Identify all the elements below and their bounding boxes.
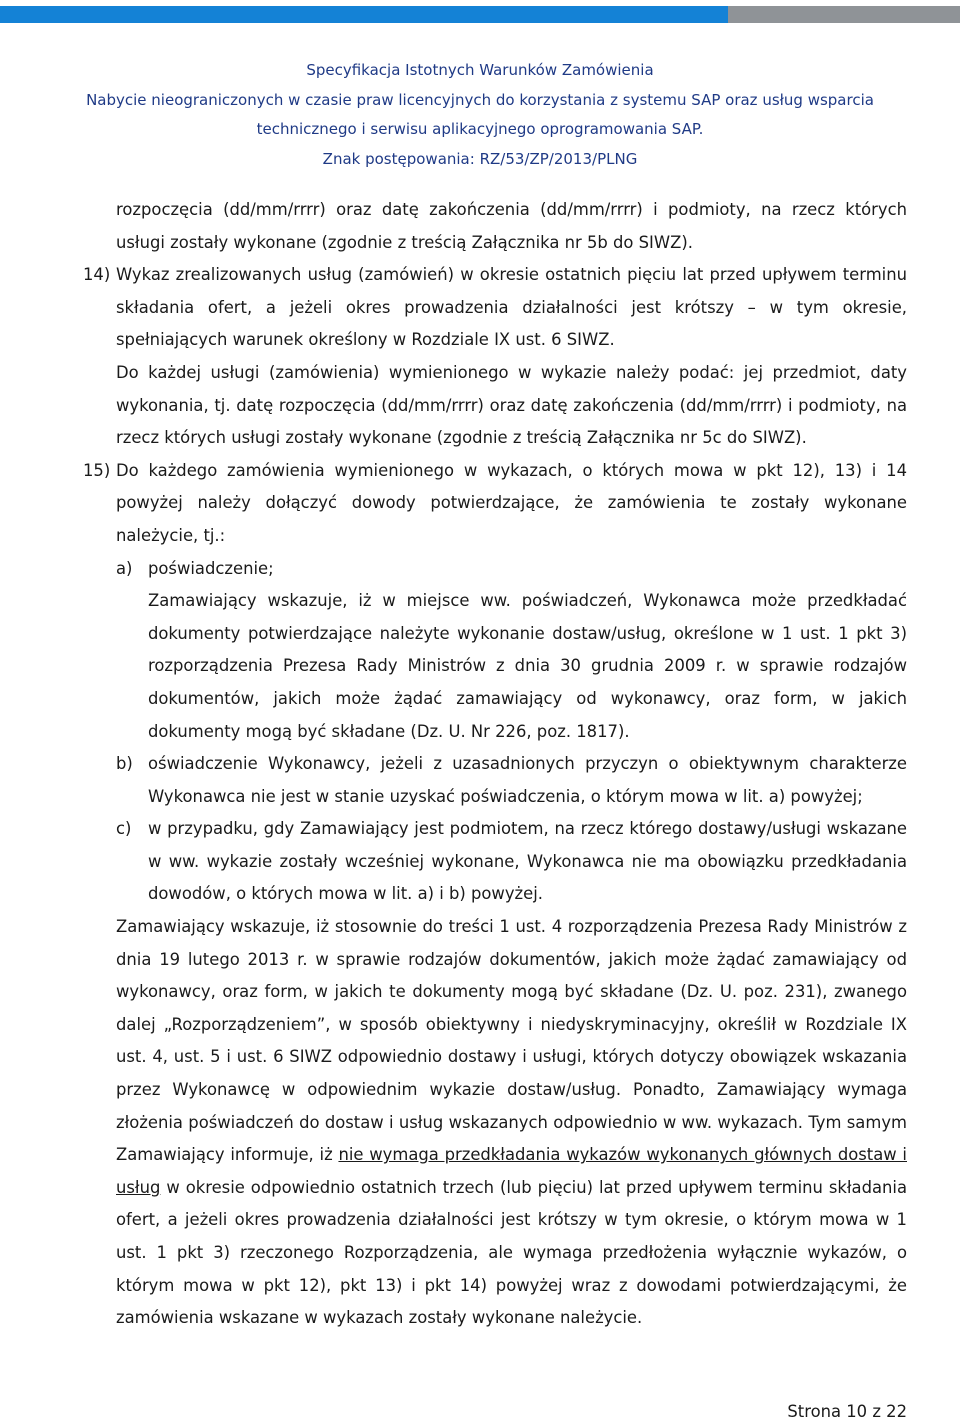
list-item-15 (83, 455, 907, 553)
header-subject-line2: technicznego i serwisu aplikacyjnego oprogramowania SAP. (256, 120, 704, 138)
sub-item-b (116, 748, 907, 813)
header-reference: Znak postępowania: RZ/53/ZP/2013/PLNG (322, 149, 638, 168)
header-subject-line1: Nabycie nieograniczonych w czasie praw licencyjnych do korzystania z systemu SAP oraz usług wsparcia (86, 90, 874, 109)
sub-item-text: oświadczenie Wykonawcy, jeżeli z uzasadnionych przyczyn o obiektywnym charakterze Wykonawca nie jest w stanie uzyskać poświadczenia, o którym mowa w lit. a) powyżej; (148, 754, 907, 806)
closing-text-part1: Zamawiający wskazuje, iż stosownie do treści 1 ust. 4 rozporządzenia Prezesa Rady Ministrów z dnia 19 lutego 2013 r. w sprawie rodzajów dokumentów, jakich może żądać zamawiający od wykonawcy, oraz form, w jakich te dokumenty mogą być składane (Dz. U. poz. 231), zwanego dalej „Rozporządzeniem”, w sposób obiektywny i niedyskryminacyjny, określił w Rozdziale IX ust. 4, ust. 5 i ust. 6 SIWZ odpowiednio dostawy i usługi, których dotyczy obowiązek wskazania przez Wykonawcę w odpowiednim wykazie dostaw/usług. Ponadto, Zamawiający wymaga złożenia poświadczeń do dostaw i usług wskazanych odpowiednio w ww. wykazach. Tym samym Zamawiający informuje, iż (116, 917, 907, 1165)
header-title: Specyfikacja Istotnych Warunków Zamówienia (306, 61, 654, 79)
closing-text-part2: w okresie odpowiednio ostatnich trzech (lub pięciu) lat przed upływem terminu składania ofert, a jeżeli okres prowadzenia działalności jest krótszy w tym okresie, o którym mowa w 1 ust. 1 pkt 3) rzeczonego Rozporządzenia, ale wymaga przedłożenia wyłącznie wykazów, o którym mowa w pkt 12), pkt 13) i pkt 14) powyżej wraz z dowodami potwierdzającymi, że zamówienia wskazane w wykazach zostały wykonane należycie. (116, 1177, 908, 1328)
list-item-text: Wykaz zrealizowanych usług (zamówień) w okresie ostatnich pięciu lat przed upływem terminu składania ofert, a jeżeli okres prowadzenia działalności jest krótszy – w tym okresie, spełniających warunek określony w Rozdziale IX ust. 6 SIWZ. (116, 265, 907, 350)
list-number: 14) (83, 265, 111, 285)
list-item-14 (83, 259, 907, 357)
header-color-bar (0, 6, 960, 23)
document-body (0, 194, 960, 1335)
sub-item-text: poświadczenie; (148, 558, 274, 578)
sub-item-a (116, 553, 907, 586)
sub-item-label: b) (116, 754, 133, 774)
sub-item-text: w przypadku, gdy Zamawiający jest podmiotem, na rzecz którego dostawy/usługi wskazane w ww. wykazie zostały wcześniej wykonane, Wykonawca nie ma obowiązku przedkładania dowodów, o których mowa w lit. a) i b) powyżej. (148, 819, 907, 904)
sub-item-label: a) (116, 558, 133, 578)
sub-item-a-note: Zamawiający wskazuje, iż w miejsce ww. poświadczeń, Wykonawca może przedkładać dokumenty potwierdzające należyte wykonanie dostaw/usług, określone w 1 ust. 1 pkt 3) rozporządzenia Prezesa Rady Ministrów z dnia 30 grudnia 2009 r. w sprawie rodzajów dokumentów, jakich może żądać zamawiający od wykonawcy, oraz form, w jakich dokumenty mogą być składane (Dz. U. Nr 226, poz. 1817). (148, 591, 907, 741)
sub-item-c (116, 813, 907, 911)
paragraph-continuation: rozpoczęcia (dd/mm/rrrr) oraz datę zakończenia (dd/mm/rrrr) i podmioty, na rzecz których usługi zostały wykonane (zgodnie z treścią Załącznika nr 5b do SIWZ). (116, 200, 907, 252)
page-number: Strona 10 z 22 (787, 1402, 907, 1421)
header-bar-gray (728, 6, 960, 23)
document-header (0, 56, 960, 174)
list-item-14-details: Do każdej usługi (zamówienia) wymienionego w wykazie należy podać: jej przedmiot, daty wykonania, tj. datę rozpoczęcia (dd/mm/rrrr) oraz datę zakończenia (dd/mm/rrrr) i podmioty, na rzecz których usługi zostały wykonane (zgodnie z treścią Załącznika nr 5c do SIWZ). (116, 362, 907, 448)
list-number: 15) (83, 460, 111, 480)
closing-paragraph (116, 911, 907, 1335)
sub-item-label: c) (116, 819, 132, 839)
underlined-emphasis: nie wymaga przedkładania wykazów wykonanych głównych dostaw i usług (116, 1145, 907, 1197)
header-bar-blue (0, 6, 728, 23)
list-item-text: Do każdego zamówienia wymienionego w wykazach, o których mowa w pkt 12), 13) i 14 powyżej należy dołączyć dowody potwierdzające, że zamówienia te zostały wykonane należycie, tj.: (116, 460, 907, 545)
